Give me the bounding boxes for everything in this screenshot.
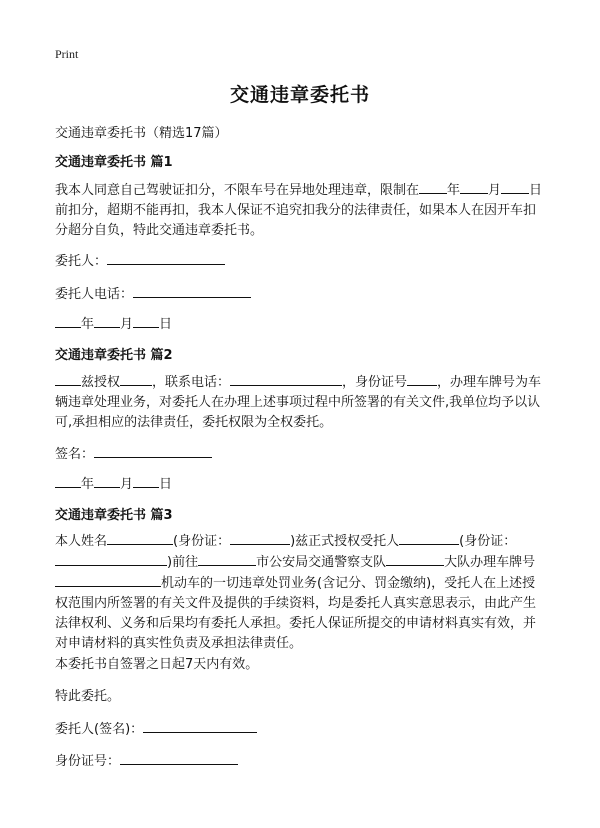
client-sign-line bbox=[55, 718, 257, 737]
s3-t1: 本人姓名 bbox=[55, 534, 108, 549]
print-label: Print bbox=[55, 47, 79, 61]
s2-text-d: ，办理车牌号为车辆违章处理业务，对委托人在办理上述事项过程中所签署的有关文件,我单位均予以认可,承担相应的法律责任，委托权限为全权委托。 bbox=[55, 375, 542, 430]
special-line: 特此委托。 bbox=[55, 689, 121, 704]
id-label: 身份证号： bbox=[55, 754, 121, 769]
sign-label: 签名： bbox=[55, 447, 95, 462]
s2-month-blank[interactable] bbox=[94, 474, 120, 488]
s3-trustee-blank[interactable] bbox=[399, 531, 459, 545]
client-label: 委托人： bbox=[55, 254, 108, 269]
section-2-body bbox=[55, 372, 547, 433]
s2-phone-blank[interactable] bbox=[230, 372, 342, 386]
section-1-heading: 交通违章委托书 篇1 bbox=[55, 155, 173, 170]
s1-day-blank[interactable] bbox=[133, 314, 159, 328]
client-sign-blank[interactable] bbox=[143, 719, 257, 733]
client-sign-label: 委托人(签名)： bbox=[55, 722, 144, 737]
s3-t3: )兹正式授权受托人 bbox=[290, 534, 400, 549]
s3-t6: )前往 bbox=[167, 555, 199, 570]
s2-day-blank[interactable] bbox=[133, 474, 159, 488]
s1-text-b: 年 bbox=[447, 183, 461, 198]
s1-year-label: 年 bbox=[81, 317, 95, 332]
s1-text-a: 我本人同意自己驾驶证扣分，不限车号在异地处理违章，限制在 bbox=[55, 183, 420, 198]
s2-year-blank[interactable] bbox=[55, 474, 81, 488]
day-blank[interactable] bbox=[501, 180, 529, 194]
s2-text-b: ，联系电话： bbox=[152, 375, 231, 390]
validity-line: 本委托书自签署之日起7天内有效。 bbox=[55, 657, 259, 672]
s3-city-blank[interactable] bbox=[198, 552, 256, 566]
s1-year-blank[interactable] bbox=[55, 314, 81, 328]
client-line bbox=[55, 250, 225, 269]
s2-year-label: 年 bbox=[81, 477, 95, 492]
s1-month-label: 月 bbox=[120, 317, 134, 332]
client-phone-line bbox=[55, 283, 251, 302]
document-subtitle: 交通违章委托书（精选17篇） bbox=[55, 126, 228, 141]
s1-date-line bbox=[55, 313, 172, 332]
s3-t2: (身份证： bbox=[173, 534, 231, 549]
s1-day-label: 日 bbox=[159, 317, 173, 332]
section-1-body bbox=[55, 180, 547, 241]
s1-text-d: 日前扣分，超期不能再扣，我本人保证不追究扣我分的法律责任，如果本人在因开车扣分超分自负，特此交通违章委托书。 bbox=[55, 183, 543, 238]
s2-day-label: 日 bbox=[159, 477, 173, 492]
s3-t4: ( bbox=[459, 534, 465, 549]
s3-t8: 大 bbox=[444, 555, 458, 570]
s3-t10: 机动车的一切违章处罚业务(含记分、罚金缴纳)， bbox=[161, 576, 445, 591]
s3-t11: 受托人在上述授权范围内所签署的有关文件及提供的手续资料，均是委托人真实意思表示，由此产生法律权利、义务和后果均有委托人承担。委托人保证所提交的申请材料真实有效，并对申请材料的真实性负责及承担法律责任。 bbox=[55, 576, 537, 651]
s2-text-c: ，身份证号 bbox=[342, 375, 408, 390]
s3-t5: 身份证： bbox=[464, 534, 517, 549]
id-blank[interactable] bbox=[120, 751, 238, 765]
client-phone-blank[interactable] bbox=[133, 284, 251, 298]
section-2-heading: 交通违章委托书 篇2 bbox=[55, 348, 173, 363]
s2-name-blank[interactable] bbox=[120, 372, 152, 386]
page-title: 交通违章委托书 bbox=[229, 84, 370, 106]
s3-squadron-blank[interactable] bbox=[386, 552, 444, 566]
s2-text-a: 兹授权 bbox=[81, 375, 121, 390]
s1-month-blank[interactable] bbox=[94, 314, 120, 328]
sign-line bbox=[55, 443, 212, 462]
s3-id-blank[interactable] bbox=[230, 531, 290, 545]
s2-id-blank[interactable] bbox=[407, 372, 437, 386]
s1-text-c: 月 bbox=[488, 183, 502, 198]
s3-name-blank[interactable] bbox=[107, 531, 173, 545]
section-3-heading: 交通违章委托书 篇3 bbox=[55, 508, 173, 523]
client-phone-label: 委托人电话： bbox=[55, 287, 134, 302]
s2-agent-blank[interactable] bbox=[55, 372, 81, 386]
section-3-body bbox=[55, 531, 547, 654]
s2-month-label: 月 bbox=[120, 477, 134, 492]
id-line bbox=[55, 750, 238, 769]
s3-t7: 市公安局交通警察支队 bbox=[256, 555, 387, 570]
s3-plate-blank[interactable] bbox=[55, 573, 161, 587]
s2-date-line bbox=[55, 473, 172, 492]
s3-t9: 队办理车牌号 bbox=[457, 555, 536, 570]
client-blank[interactable] bbox=[107, 251, 225, 265]
s3-trustee-id-blank[interactable] bbox=[55, 552, 167, 566]
sign-blank[interactable] bbox=[94, 444, 212, 458]
year-blank[interactable] bbox=[419, 180, 447, 194]
month-blank[interactable] bbox=[460, 180, 488, 194]
